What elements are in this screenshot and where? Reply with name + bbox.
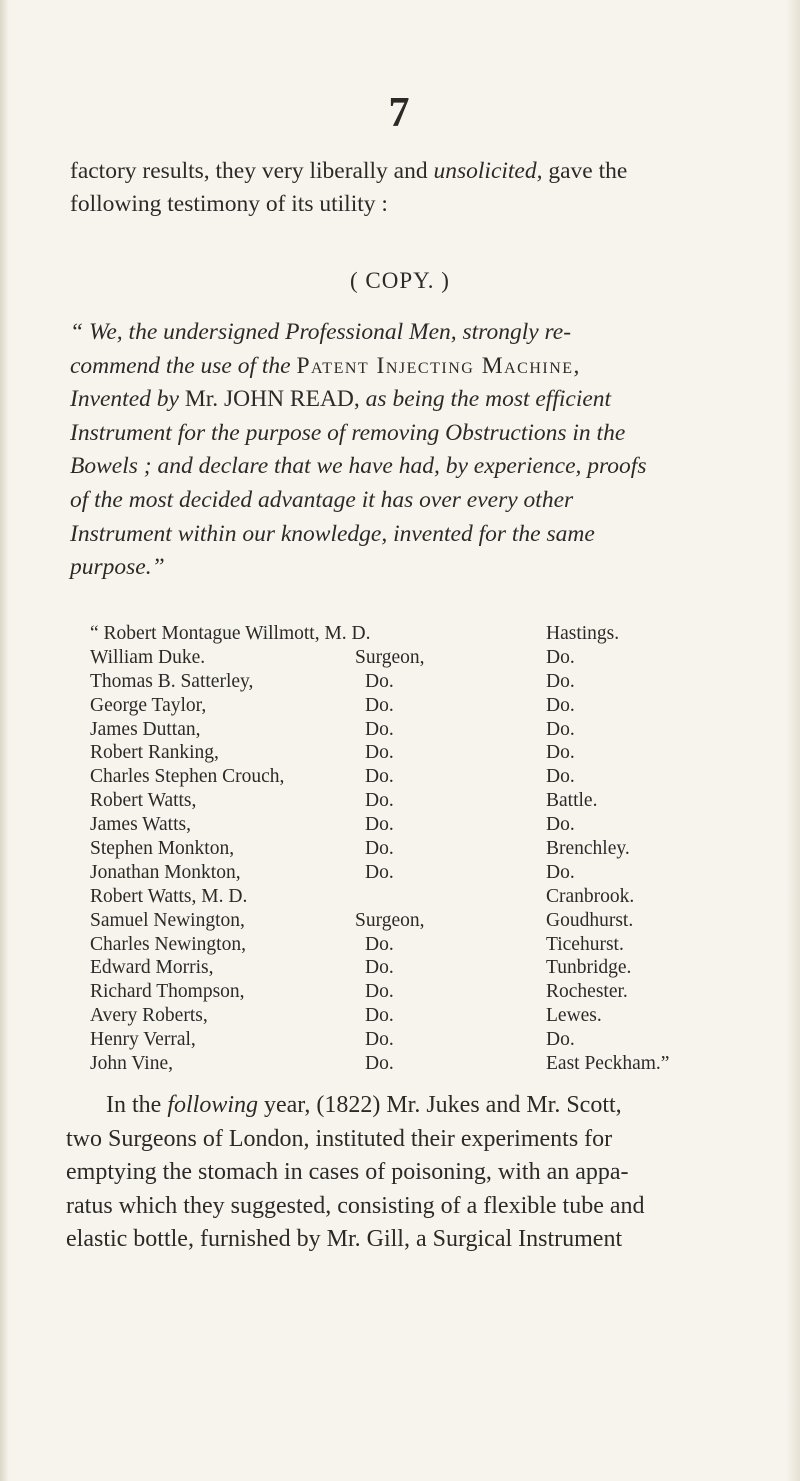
signatory-title: Do. — [365, 861, 394, 883]
signatory-place: Ticehurst. — [546, 933, 624, 955]
signatory-name: Richard Thompson, — [90, 981, 245, 1003]
signatory-row — [90, 742, 740, 766]
closing-line-4: ratus which they suggested, consisting of a flexible tube and — [66, 1192, 645, 1219]
signatory-place: Do. — [546, 861, 575, 883]
signatory-place: Do. — [546, 814, 575, 836]
signatory-place: Do. — [546, 742, 575, 764]
testimonial-line-8: purpose.” — [70, 554, 165, 581]
signatory-place: Battle. — [546, 790, 598, 812]
signatory-title: Surgeon, — [355, 909, 425, 931]
signatory-row — [90, 1005, 740, 1029]
signatory-title: Do. — [365, 670, 394, 692]
testimonial-line-6: of the most decided advantage it has over every other — [70, 486, 574, 513]
testimonial-line-5: Bowels ; and declare that we have had, by experience, proofs — [70, 453, 647, 480]
signatory-name: Edward Morris, — [90, 957, 214, 979]
signatory-place: Do. — [546, 766, 575, 788]
signatory-row — [90, 766, 740, 790]
signatory-place: Lewes. — [546, 1005, 602, 1027]
signatory-row — [90, 838, 740, 862]
signatory-row — [90, 814, 740, 838]
signatory-place: Rochester. — [546, 981, 628, 1003]
signatory-row — [90, 957, 740, 981]
signatory-name: Thomas B. Satterley, — [90, 670, 254, 692]
signatory-name: Stephen Monkton, — [90, 838, 235, 860]
testimonial-line-4: Instrument for the purpose of removing Obstructions in the — [70, 419, 626, 446]
signatory-title: Do. — [365, 1053, 394, 1075]
copy-heading: ( COPY. ) — [350, 268, 450, 293]
signatory-title: Do. — [365, 742, 394, 764]
signatory-name: Henry Verral, — [90, 1029, 196, 1051]
signatory-place: Do. — [546, 694, 575, 716]
signatory-place: Cranbrook. — [546, 885, 635, 907]
page-gutter-shadow — [0, 0, 9, 1481]
signatory-name: Avery Roberts, — [90, 1005, 208, 1027]
signatory-list — [90, 623, 740, 1077]
signatory-row — [90, 695, 740, 719]
signatory-title: Do. — [365, 694, 394, 716]
signatory-row — [90, 790, 740, 814]
signatory-row — [90, 910, 740, 934]
signatory-place: Hastings. — [546, 623, 620, 644]
signatory-title: Do. — [365, 790, 394, 812]
signatory-place: Do. — [546, 1029, 575, 1051]
signatory-place: Do. — [546, 646, 575, 668]
signatory-name: Robert Watts, — [90, 790, 197, 812]
testimonial-line-7: Instrument within our knowledge, invented for the same — [70, 520, 595, 547]
closing-line-5: elastic bottle, furnished by Mr. Gill, a Surgical Instrument — [66, 1226, 623, 1252]
closing-line-3: emptying the stomach in cases of poisoning, with an appa- — [66, 1159, 629, 1185]
closing-line-1: In the following year, (1822) Mr. Jukes and Mr. Scott, — [106, 1092, 622, 1118]
signatory-place: Brenchley. — [546, 838, 630, 860]
inventor-name: Mr. JOHN READ, — [184, 386, 360, 413]
signatory-name: Robert Ranking, — [90, 742, 219, 764]
signatory-name: “ Robert Montague Willmott, M. D. — [90, 623, 371, 644]
signatory-row — [90, 862, 740, 886]
intro-line-2: following testimony of its utility : — [70, 191, 388, 217]
signatory-title: Do. — [365, 718, 394, 740]
signatory-name: Robert Watts, M. D. — [90, 885, 248, 907]
signatory-title: Do. — [365, 957, 394, 979]
signatory-place: Do. — [546, 670, 575, 692]
signatory-row — [90, 1053, 740, 1077]
page-number: 7 — [388, 90, 410, 136]
signatory-row — [90, 719, 740, 743]
signatory-row — [90, 934, 740, 958]
signatory-row — [90, 981, 740, 1005]
testimonial-line-3: Invented by Mr. JOHN READ, as being the most efficient — [70, 386, 612, 413]
closing-line-2: two Surgeons of London, instituted their experiments for — [66, 1125, 613, 1152]
signatory-row — [90, 623, 740, 647]
signatory-name: George Taylor, — [90, 694, 207, 716]
emphasis-following: following — [167, 1092, 258, 1118]
signatory-title: Do. — [365, 814, 394, 836]
signatory-title: Surgeon, — [355, 646, 425, 668]
signatory-name: Jonathan Monkton, — [90, 861, 241, 883]
signatory-name: Charles Stephen Crouch, — [90, 766, 285, 788]
page-edge-shadow — [786, 0, 800, 1481]
signatory-place: Tunbridge. — [546, 957, 632, 979]
signatory-name: Charles Newington, — [90, 933, 246, 955]
testimonial-line-2: commend the use of the Patent Injecting Machine, — [70, 352, 581, 379]
signatory-name: William Duke. — [90, 646, 206, 668]
signatory-place: Do. — [546, 718, 575, 740]
signatory-title: Do. — [365, 1029, 394, 1051]
signatory-title: Do. — [365, 981, 394, 1003]
signatory-row — [90, 886, 740, 910]
emphasis-unsolicited: unsolicited, — [433, 158, 543, 184]
signatory-name: Samuel Newington, — [90, 909, 245, 931]
signatory-title: Do. — [365, 1005, 394, 1027]
signatory-place: East Peckham.” — [546, 1053, 670, 1075]
signatory-title: Do. — [365, 838, 394, 860]
intro-line-1: factory results, they very liberally and unsolicited, gave the — [70, 158, 628, 184]
machine-name: Patent Injecting Machine, — [296, 352, 581, 379]
closing-paragraph — [66, 1089, 756, 1257]
signatory-place: Goudhurst. — [546, 909, 634, 931]
signatory-name: John Vine, — [90, 1053, 173, 1075]
signatory-name: James Watts, — [90, 814, 191, 836]
signatory-row — [90, 671, 740, 695]
signatory-title: Do. — [365, 766, 394, 788]
intro-paragraph — [70, 155, 750, 221]
testimonial-line-1: “ We, the undersigned Professional Men, strongly re- — [70, 319, 572, 345]
signatory-row — [90, 1029, 740, 1053]
signatory-name: James Duttan, — [90, 718, 201, 740]
signatory-row — [90, 647, 740, 671]
testimonial-quote — [70, 316, 760, 585]
signatory-title: Do. — [365, 933, 394, 955]
